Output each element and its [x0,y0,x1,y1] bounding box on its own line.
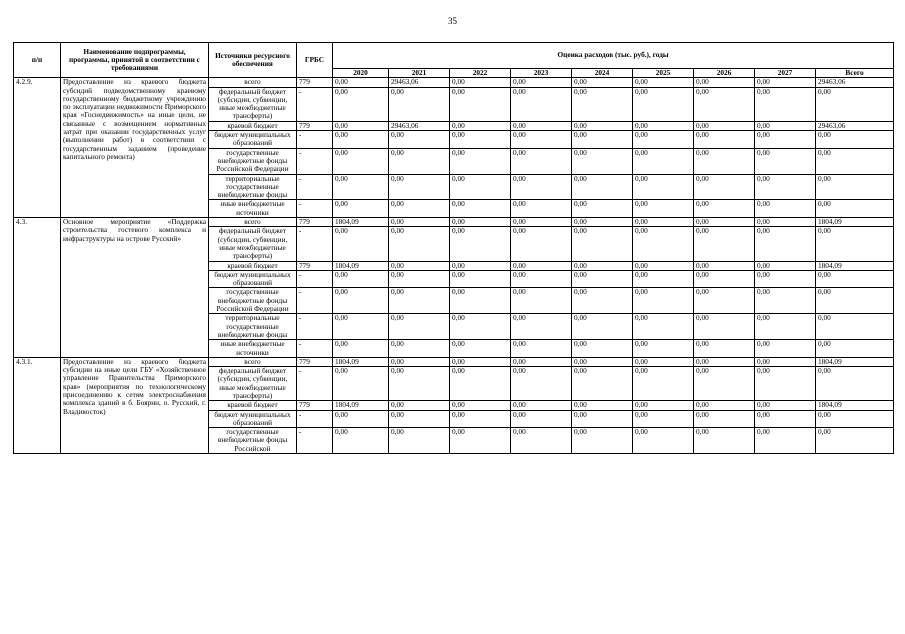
total-value: 1804,09 [816,261,894,270]
total-value: 0,00 [816,131,894,149]
year-value: 0,00 [333,340,389,358]
year-value: 0,00 [755,410,816,428]
year-value: 0,00 [572,227,633,261]
year-value: 1804,09 [333,218,389,227]
header-year: 2020 [333,69,389,78]
total-value: 0,00 [816,288,894,314]
grbs-code: 779 [297,357,333,366]
year-value: 0,00 [694,314,755,340]
grbs-code: - [297,367,333,401]
year-value: 0,00 [694,121,755,130]
year-value: 0,00 [333,314,389,340]
total-value: 0,00 [816,410,894,428]
year-value: 0,00 [450,261,511,270]
budget-table [13,42,894,454]
grbs-code: - [297,340,333,358]
year-value: 0,00 [755,218,816,227]
year-value: 0,00 [572,288,633,314]
row-description: Основное мероприятие «Поддержка строительства гостевого комплекса и инфраструктуры на острове Русский» [61,218,209,358]
year-value: 0,00 [572,401,633,410]
grbs-code: 779 [297,401,333,410]
year-value: 0,00 [389,367,450,401]
funding-source: федеральный бюджет (субсидии, субвенции, иные межбюджетные трансферты) [209,367,297,401]
year-value: 0,00 [572,428,633,454]
total-value: 0,00 [816,270,894,288]
total-value: 1804,09 [816,357,894,366]
year-value: 0,00 [755,314,816,340]
year-value: 0,00 [694,428,755,454]
header-year: 2027 [755,69,816,78]
funding-source: государственные внебюджетные фонды Российской Федерации [209,148,297,174]
year-value: 0,00 [389,340,450,358]
year-value: 0,00 [450,357,511,366]
year-value: 0,00 [333,121,389,130]
year-value: 0,00 [755,87,816,121]
header-year: 2021 [389,69,450,78]
year-value: 0,00 [572,218,633,227]
year-value: 0,00 [755,121,816,130]
page-number: 35 [448,16,457,26]
year-value: 0,00 [333,87,389,121]
year-value: 29463,06 [389,78,450,87]
grbs-code: - [297,200,333,218]
funding-source: иные внебюджетные источники [209,200,297,218]
funding-source: краевой бюджет [209,401,297,410]
header-grbs: ГРБС [297,43,333,78]
year-value: 0,00 [633,357,694,366]
total-value: 0,00 [816,148,894,174]
funding-source: государственные внебюджетные фонды Российской Федерации [209,288,297,314]
year-value: 0,00 [333,227,389,261]
year-value: 0,00 [389,218,450,227]
year-value: 1804,09 [333,401,389,410]
year-value: 0,00 [511,261,572,270]
row-description: Предоставление из краевого бюджета субсидий подведомственному краевому государственному бюджетному учреждению по эксплуатации недвижимости Приморского края «Госнедвижимость» на иные цели, не связанные с возмещением нормативных затрат при оказании государственных услуг (выполнении работ) в соответствии с государственным заданием (проведение капитального ремонта) [61,78,209,218]
year-value: 0,00 [633,227,694,261]
year-value: 0,00 [694,367,755,401]
year-value: 0,00 [511,314,572,340]
year-value: 0,00 [450,121,511,130]
year-value: 0,00 [755,401,816,410]
grbs-code: - [297,428,333,454]
table-row [14,357,894,366]
year-value: 0,00 [333,174,389,200]
grbs-code: - [297,410,333,428]
grbs-code: - [297,148,333,174]
header-total: Всего [816,69,894,78]
year-value: 0,00 [755,200,816,218]
year-value: 0,00 [450,218,511,227]
year-value: 0,00 [633,200,694,218]
year-value: 0,00 [633,78,694,87]
year-value: 0,00 [511,357,572,366]
year-value: 0,00 [389,131,450,149]
year-value: 0,00 [572,174,633,200]
year-value: 0,00 [694,340,755,358]
header-year: 2023 [511,69,572,78]
year-value: 0,00 [333,148,389,174]
grbs-code: - [297,270,333,288]
year-value: 0,00 [333,78,389,87]
year-value: 0,00 [633,174,694,200]
year-value: 0,00 [694,227,755,261]
year-value: 0,00 [511,78,572,87]
year-value: 0,00 [450,428,511,454]
year-value: 0,00 [755,78,816,87]
year-value: 0,00 [633,288,694,314]
table-body [14,78,894,454]
year-value: 0,00 [694,410,755,428]
year-value: 0,00 [511,410,572,428]
year-value: 0,00 [450,410,511,428]
year-value: 0,00 [450,174,511,200]
year-value: 0,00 [389,87,450,121]
total-value: 0,00 [816,367,894,401]
funding-source: территориальные государственные внебюджетные фонды [209,314,297,340]
year-value: 0,00 [450,270,511,288]
year-value: 0,00 [511,121,572,130]
year-value: 0,00 [389,401,450,410]
grbs-code: 779 [297,261,333,270]
year-value: 0,00 [633,270,694,288]
year-value: 0,00 [333,410,389,428]
year-value: 0,00 [389,174,450,200]
year-value: 0,00 [694,148,755,174]
total-value: 0,00 [816,314,894,340]
total-value: 29463,06 [816,121,894,130]
year-value: 0,00 [511,148,572,174]
year-value: 0,00 [572,121,633,130]
year-value: 0,00 [633,121,694,130]
year-value: 0,00 [572,270,633,288]
funding-source: федеральный бюджет (субсидии, субвенции, иные межбюджетные трансферты) [209,87,297,121]
grbs-code: - [297,174,333,200]
year-value: 0,00 [755,367,816,401]
year-value: 0,00 [389,148,450,174]
grbs-code: - [297,87,333,121]
year-value: 0,00 [333,270,389,288]
year-value: 0,00 [572,410,633,428]
year-value: 0,00 [389,314,450,340]
funding-source: краевой бюджет [209,261,297,270]
year-value: 0,00 [633,218,694,227]
grbs-code: - [297,131,333,149]
year-value: 29463,06 [389,121,450,130]
funding-source: всего [209,78,297,87]
year-value: 0,00 [633,148,694,174]
year-value: 0,00 [450,314,511,340]
year-value: 0,00 [572,314,633,340]
funding-source: бюджет муниципальных образований [209,131,297,149]
grbs-code: - [297,227,333,261]
year-value: 0,00 [511,174,572,200]
year-value: 0,00 [450,78,511,87]
year-value: 0,00 [389,410,450,428]
year-value: 0,00 [333,288,389,314]
year-value: 0,00 [755,148,816,174]
year-value: 0,00 [755,288,816,314]
year-value: 0,00 [389,288,450,314]
grbs-code: 779 [297,121,333,130]
year-value: 0,00 [633,131,694,149]
year-value: 0,00 [633,401,694,410]
year-value: 0,00 [450,131,511,149]
year-value: 0,00 [694,261,755,270]
header-source: Источники ресурсного обеспечения [209,43,297,78]
year-value: 0,00 [633,314,694,340]
year-value: 0,00 [694,87,755,121]
funding-source: государственные внебюджетные фонды Российской [209,428,297,454]
total-value: 1804,09 [816,401,894,410]
year-value: 0,00 [389,270,450,288]
header-name: Наименование подпрограммы, программы, принятой в соответствии с требованиями [61,43,209,78]
year-value: 0,00 [450,340,511,358]
row-code: 4.3. [14,218,61,358]
year-value: 0,00 [755,174,816,200]
year-value: 0,00 [511,200,572,218]
year-value: 0,00 [450,367,511,401]
year-value: 0,00 [389,261,450,270]
grbs-code: 779 [297,78,333,87]
year-value: 0,00 [572,367,633,401]
year-value: 0,00 [755,227,816,261]
year-value: 0,00 [694,270,755,288]
year-value: 0,00 [389,200,450,218]
year-value: 0,00 [450,87,511,121]
header-year: 2025 [633,69,694,78]
header-estimate: Оценка расходов (тыс. руб.), годы [333,43,894,69]
year-value: 1804,09 [333,357,389,366]
year-value: 0,00 [450,288,511,314]
year-value: 0,00 [511,288,572,314]
year-value: 0,00 [694,288,755,314]
year-value: 1804,09 [333,261,389,270]
year-value: 0,00 [572,87,633,121]
year-value: 0,00 [572,78,633,87]
total-value: 0,00 [816,87,894,121]
year-value: 0,00 [633,428,694,454]
year-value: 0,00 [511,87,572,121]
row-description: Предоставление из краевого бюджета субсидии на иные цели ГБУ «Хозяйственное управление Правительства Приморского края» (мероприятия по технологическому присоединению к сетям электроснабжения комплекса зданий в б. Боярин, о. Русский, г. Владивосток) [61,357,209,453]
total-value: 1804,09 [816,218,894,227]
year-value: 0,00 [694,200,755,218]
header-year: 2022 [450,69,511,78]
year-value: 0,00 [755,428,816,454]
year-value: 0,00 [389,357,450,366]
year-value: 0,00 [511,401,572,410]
header-year: 2026 [694,69,755,78]
year-value: 0,00 [450,200,511,218]
year-value: 0,00 [572,200,633,218]
grbs-code: 779 [297,218,333,227]
year-value: 0,00 [511,218,572,227]
year-value: 0,00 [755,131,816,149]
funding-source: всего [209,218,297,227]
year-value: 0,00 [694,78,755,87]
year-value: 0,00 [389,428,450,454]
year-value: 0,00 [450,227,511,261]
year-value: 0,00 [511,270,572,288]
year-value: 0,00 [694,174,755,200]
year-value: 0,00 [694,357,755,366]
year-value: 0,00 [333,367,389,401]
year-value: 0,00 [633,367,694,401]
funding-source: всего [209,357,297,366]
year-value: 0,00 [633,340,694,358]
year-value: 0,00 [694,131,755,149]
year-value: 0,00 [511,340,572,358]
header-year: 2024 [572,69,633,78]
total-value: 0,00 [816,174,894,200]
year-value: 0,00 [511,131,572,149]
year-value: 0,00 [633,410,694,428]
grbs-code: - [297,288,333,314]
funding-source: иные внебюджетные источники [209,340,297,358]
year-value: 0,00 [333,200,389,218]
year-value: 0,00 [450,401,511,410]
year-value: 0,00 [755,357,816,366]
year-value: 0,00 [450,148,511,174]
year-value: 0,00 [572,340,633,358]
header-num: п/п [14,43,61,78]
funding-source: бюджет муниципальных образований [209,270,297,288]
row-code: 4.2.9. [14,78,61,218]
funding-source: бюджет муниципальных образований [209,410,297,428]
total-value: 0,00 [816,340,894,358]
year-value: 0,00 [333,428,389,454]
year-value: 0,00 [755,270,816,288]
year-value: 0,00 [633,261,694,270]
total-value: 0,00 [816,200,894,218]
row-code: 4.3.1. [14,357,61,453]
year-value: 0,00 [511,428,572,454]
year-value: 0,00 [755,340,816,358]
year-value: 0,00 [389,227,450,261]
year-value: 0,00 [572,357,633,366]
year-value: 0,00 [572,131,633,149]
grbs-code: - [297,314,333,340]
year-value: 0,00 [572,261,633,270]
table-row [14,218,894,227]
total-value: 29463,06 [816,78,894,87]
year-value: 0,00 [511,227,572,261]
funding-source: краевой бюджет [209,121,297,130]
year-value: 0,00 [511,367,572,401]
total-value: 0,00 [816,428,894,454]
year-value: 0,00 [333,131,389,149]
table-row [14,78,894,87]
total-value: 0,00 [816,227,894,261]
funding-source: территориальные государственные внебюджетные фонды [209,174,297,200]
year-value: 0,00 [755,261,816,270]
year-value: 0,00 [633,87,694,121]
year-value: 0,00 [694,218,755,227]
year-value: 0,00 [572,148,633,174]
year-value: 0,00 [694,401,755,410]
funding-source: федеральный бюджет (субсидии, субвенции, иные межбюджетные трансферты) [209,227,297,261]
